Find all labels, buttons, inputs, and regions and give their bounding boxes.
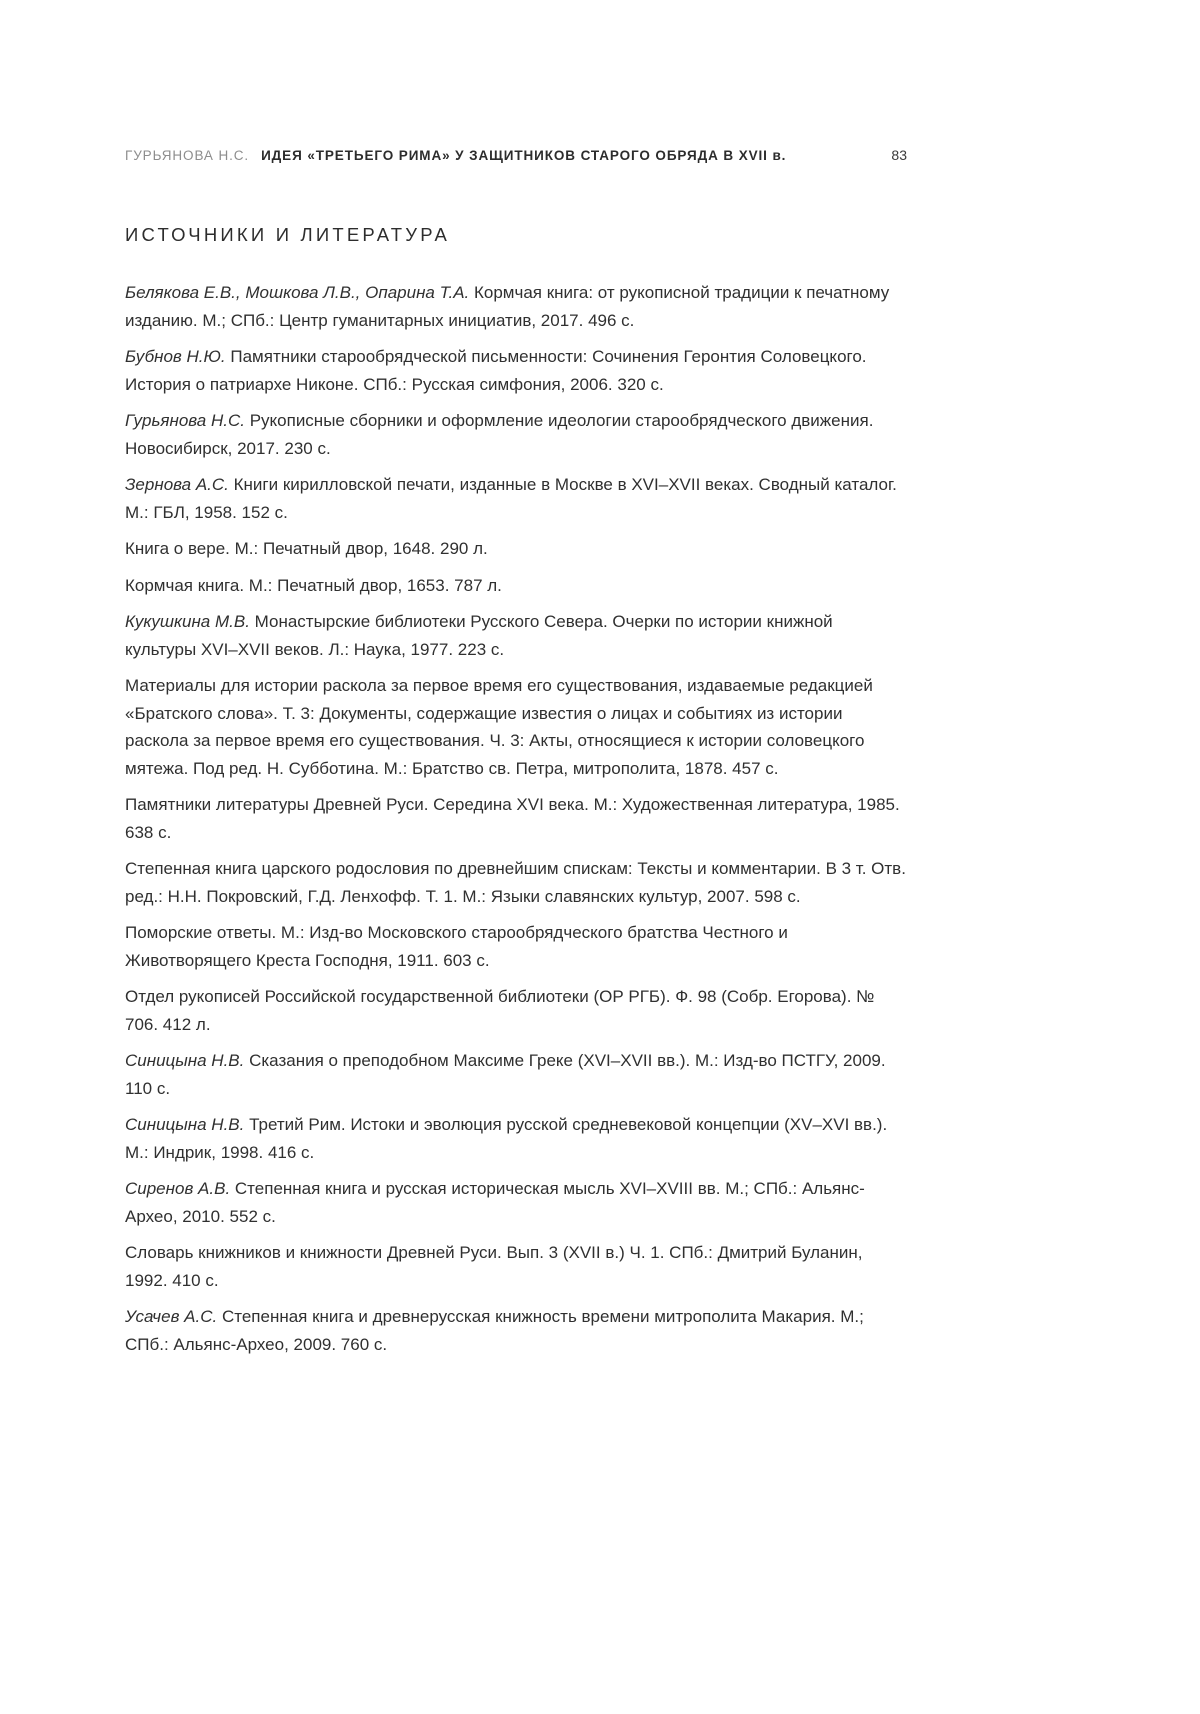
reference-entry	[125, 919, 907, 974]
reference-authors: Зернова А.С.	[125, 475, 234, 495]
reference-text: Третий Рим. Истоки и эволюция русской средневековой концепции (XV–XVI вв.). М.: Индрик, 1998. 416 с.	[125, 1115, 888, 1162]
running-title: ИДЕЯ «ТРЕТЬЕГО РИМА» У ЗАЩИТНИКОВ СТАРОГО ОБРЯДА В XVII в.	[261, 148, 787, 163]
running-author: ГУРЬЯНОВА Н.С.	[125, 148, 250, 163]
reference-list	[125, 279, 907, 1358]
reference-text: Отдел рукописей Российской государственной библиотеки (ОР РГБ). Ф. 98 (Собр. Егорова). № 706. 412 л.	[125, 987, 875, 1034]
reference-text: Рукописные сборники и оформление идеологии старообрядческого движения. Новосибирск, 2017. 230 с.	[125, 411, 874, 458]
reference-authors: Усачев А.С.	[125, 1307, 222, 1327]
reference-text: Словарь книжников и книжности Древней Руси. Вып. 3 (XVII в.) Ч. 1. СПб.: Дмитрий Буланин, 1992. 410 с.	[125, 1243, 863, 1290]
reference-authors: Синицына Н.В.	[125, 1115, 250, 1135]
reference-text: Книги кирилловской печати, изданные в Москве в XVI–XVII веках. Сводный каталог. М.: ГБЛ, 1958. 152 с.	[125, 475, 897, 522]
reference-text: Книга о вере. М.: Печатный двор, 1648. 290 л.	[125, 539, 488, 559]
reference-entry	[125, 1111, 907, 1166]
reference-text: Степенная книга царского родословия по древнейшим спискам: Тексты и комментарии. В 3 т. Отв. ред.: Н.Н. Покровский, Г.Д. Ленхофф. Т. 1. М.: Языки славянских культур, 2007. 598 с.	[125, 859, 906, 906]
reference-entry	[125, 279, 907, 334]
reference-entry	[125, 1239, 907, 1294]
reference-entry	[125, 983, 907, 1038]
reference-text: Памятники старообрядческой письменности: Сочинения Геронтия Соловецкого. История о патриархе Никоне. СПб.: Русская симфония, 2006. 320 с.	[125, 347, 867, 394]
reference-entry	[125, 572, 907, 600]
reference-entry	[125, 343, 907, 398]
reference-text: Степенная книга и древнерусская книжность времени митрополита Макария. М.; СПб.: Альянс-Архео, 2009. 760 с.	[125, 1307, 864, 1354]
section-title: ИСТОЧНИКИ И ЛИТЕРАТУРА	[125, 224, 451, 246]
reference-entry	[125, 1303, 907, 1358]
reference-entry	[125, 535, 907, 563]
reference-text: Кормчая книга: от рукописной традиции к печатному изданию. М.; СПб.: Центр гуманитарных инициатив, 2017. 496 с.	[125, 283, 890, 330]
reference-entry	[125, 407, 907, 462]
reference-authors: Белякова Е.В., Мошкова Л.В., Опарина Т.А.	[125, 283, 474, 303]
running-header-text	[125, 148, 786, 164]
reference-text: Степенная книга и русская историческая мысль XVI–XVIII вв. М.; СПб.: Альянс-Архео, 2010. 552 с.	[125, 1179, 865, 1226]
reference-text: Памятники литературы Древней Руси. Середина XVI века. М.: Художественная литература, 1985. 638 с.	[125, 795, 900, 842]
reference-text: Сказания о преподобном Максиме Греке (XVI–XVII вв.). М.: Изд-во ПСТГУ, 2009. 110 с.	[125, 1051, 886, 1098]
reference-entry	[125, 672, 907, 782]
reference-authors: Бубнов Н.Ю.	[125, 347, 231, 367]
reference-entry	[125, 1175, 907, 1230]
reference-authors: Кукушкина М.В.	[125, 612, 255, 632]
reference-text: Поморские ответы. М.: Изд-во Московского старообрядческого братства Честного и Животворящего Креста Господня, 1911. 603 с.	[125, 923, 788, 970]
reference-text: Кормчая книга. М.: Печатный двор, 1653. 787 л.	[125, 575, 502, 595]
page-content	[125, 147, 907, 1358]
reference-text: Монастырские библиотеки Русского Севера. Очерки по истории книжной культуры XVI–XVII веков. Л.: Наука, 1977. 223 с.	[125, 612, 833, 659]
running-header	[125, 147, 907, 164]
reference-authors: Гурьянова Н.С.	[125, 411, 250, 431]
reference-authors: Синицына Н.В.	[125, 1051, 250, 1071]
reference-entry	[125, 608, 907, 663]
reference-entry	[125, 1047, 907, 1102]
reference-authors: Сиренов А.В.	[125, 1179, 235, 1199]
reference-entry	[125, 471, 907, 526]
reference-entry	[125, 791, 907, 846]
page-number: 83	[891, 147, 907, 163]
reference-text: Материалы для истории раскола за первое время его существования, издаваемые редакцией «Братского слова». Т. 3: Документы, содержащие известия о лицах и событиях из истории раскола за первое время его существования. Ч. 3: Акты, относящиеся к истории соловецкого мятежа. Под ред. Н. Субботина. М.: Братство св. Петра, митрополита, 1878. 457 с.	[125, 676, 873, 778]
reference-entry	[125, 855, 907, 910]
